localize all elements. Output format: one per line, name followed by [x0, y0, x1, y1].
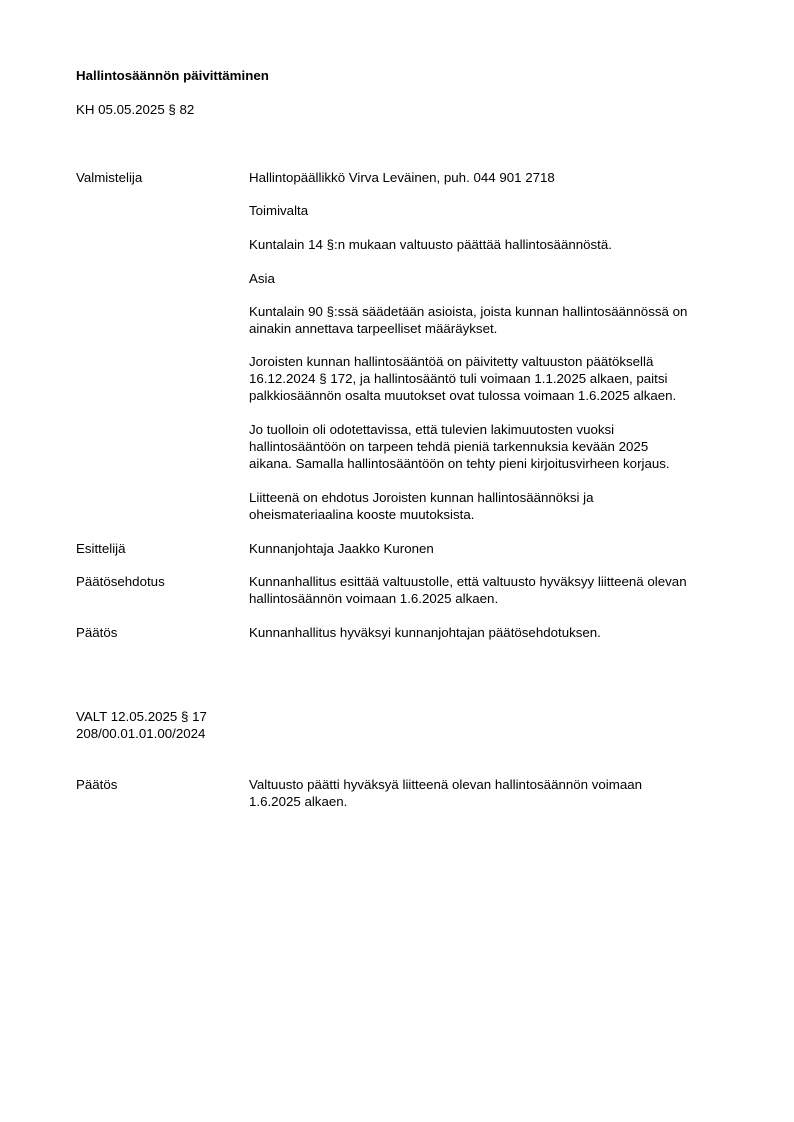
asia-paragraph-3: [249, 421, 749, 472]
preparer-line: Hallintopäällikkö Virva Leväinen, puh. 044 901 2718: [249, 170, 555, 185]
asia-paragraph-4: [249, 489, 749, 523]
toimivalta-text-block: [249, 236, 749, 253]
toimivalta-heading-block: [249, 202, 749, 219]
asia-heading: Asia: [249, 271, 275, 286]
asia-p1-line-1: Kuntalain 90 §:ssä säädetään asioista, joista kunnan hallintosäännössä on: [249, 304, 688, 319]
valmistelija-label: Valmistelija: [76, 170, 143, 185]
asia-p3-line-2: hallintosääntöön on tarpeen tehdä pieniä tarkennuksia kevään 2025: [249, 439, 649, 454]
esittelija-text: Kunnanjohtaja Jaakko Kuronen: [249, 541, 434, 556]
paatosehdotus-content: [249, 573, 749, 607]
document-title: Hallintosäännön päivittäminen: [76, 68, 269, 83]
paatos-valt-line-2: 1.6.2025 alkaen.: [249, 794, 348, 809]
paatosehdotus-line-2: hallintosäännön voimaan 1.6.2025 alkaen.: [249, 591, 499, 606]
asia-p4-line-1: Liitteenä on ehdotus Joroisten kunnan hallintosäännöksi ja: [249, 490, 594, 505]
valt-reference-block: [76, 708, 207, 742]
asia-paragraph-2: [249, 353, 749, 404]
valt-reference: VALT 12.05.2025 § 17: [76, 709, 207, 724]
paatosehdotus-label: Päätösehdotus: [76, 574, 165, 589]
toimivalta-heading: Toimivalta: [249, 203, 309, 218]
asia-p2-line-2: 16.12.2024 § 172, ja hallintosääntö tuli voimaan 1.1.2025 alkaen, paitsi: [249, 371, 668, 386]
diary-number: 208/00.01.01.00/2024: [76, 726, 206, 741]
paatos-valt-label: Päätös: [76, 777, 118, 792]
esittelija-content: [249, 540, 749, 557]
asia-p2-line-1: Joroisten kunnan hallintosääntöä on päivitetty valtuuston päätöksellä: [249, 354, 654, 369]
asia-p2-line-3: palkkiosäännön osalta muutokset ovat tulossa voimaan 1.6.2025 alkaen.: [249, 388, 677, 403]
asia-p3-line-1: Jo tuolloin oli odotettavissa, että tulevien lakimuutosten vuoksi: [249, 422, 615, 437]
paatos-kh-text: Kunnanhallitus hyväksyi kunnanjohtajan päätösehdotuksen.: [249, 625, 601, 640]
asia-p4-line-2: oheismateriaalina kooste muutoksista.: [249, 507, 475, 522]
kh-reference: KH 05.05.2025 § 82: [76, 102, 195, 117]
paatosehdotus-line-1: Kunnanhallitus esittää valtuustolle, että valtuusto hyväksyy liitteenä olevan: [249, 574, 687, 589]
paatos-valt-line-1: Valtuusto päätti hyväksyä liitteenä olevan hallintosäännön voimaan: [249, 777, 643, 792]
asia-p1-line-2: ainakin annettava tarpeelliset määräykset.: [249, 321, 498, 336]
asia-paragraph-1: [249, 303, 749, 337]
paatos-kh-content: [249, 624, 749, 641]
asia-p3-line-3: aikana. Samalla hallintosääntöön on tehty pieni kirjoitusvirheen korjaus.: [249, 456, 670, 471]
toimivalta-text: Kuntalain 14 §:n mukaan valtuusto päättää hallintosäännöstä.: [249, 237, 612, 252]
paatos-valt-content: [249, 776, 749, 810]
asia-heading-block: [249, 270, 749, 287]
esittelija-label: Esittelijä: [76, 541, 126, 556]
valmistelija-content: [249, 169, 749, 186]
paatos-kh-label: Päätös: [76, 625, 118, 640]
